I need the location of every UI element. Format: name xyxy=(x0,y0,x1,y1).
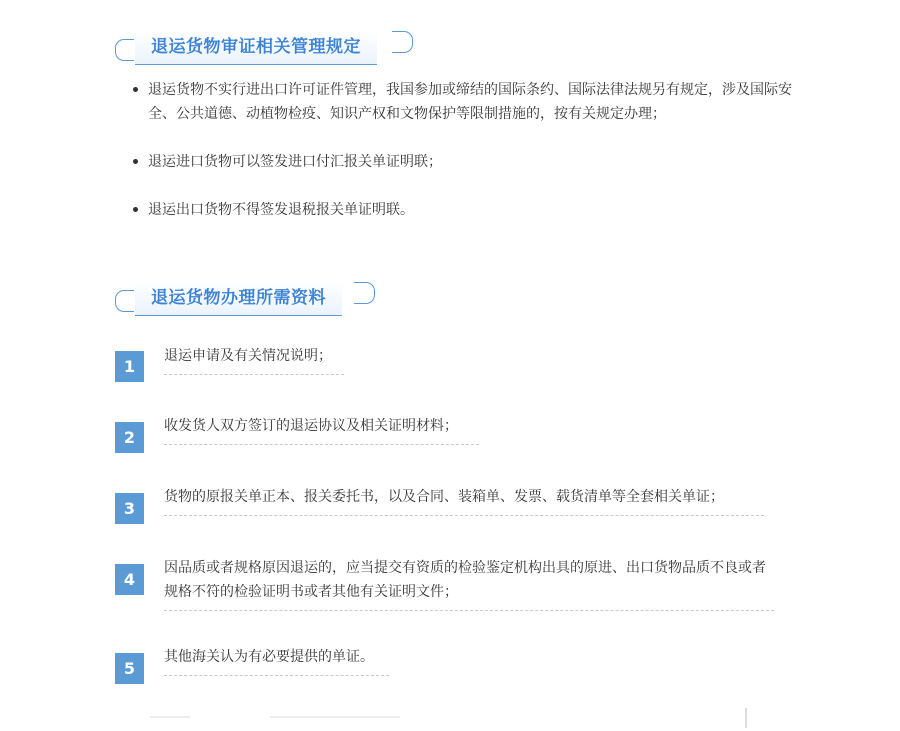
header-frame-left xyxy=(115,290,134,312)
step-number-badge: 4 xyxy=(115,564,144,595)
list-item: 退运出口货物不得签发退税报关单证明联。 xyxy=(130,198,800,222)
list-item: 退运货物不实行进出口许可证件管理，我国参加或缔结的国际条约、国际法律法规另有规定，涉及国际安全、公共道德、动植物检疫、知识产权和文物保护等限制措施的，按有关规定办理； xyxy=(130,78,800,126)
step-text: 因品质或者规格原因退运的，应当提交有资质的检验鉴定机构出具的原进、出口货物品质不良或者规格不符的检验证明书或者其他有关证明文件； xyxy=(164,556,774,611)
regulations-list xyxy=(130,78,800,246)
step-text: 收发货人双方签订的退运协议及相关证明材料； xyxy=(164,414,479,445)
section-title: 退运货物审证相关管理规定 xyxy=(135,31,377,65)
divider xyxy=(150,716,190,718)
header-frame-left xyxy=(115,39,134,61)
step-number-badge: 5 xyxy=(115,653,144,684)
section-header-documents xyxy=(115,282,375,316)
list-item: 退运进口货物可以签发进口付汇报关单证明联； xyxy=(130,150,800,174)
divider xyxy=(745,708,747,728)
section-title: 退运货物办理所需资料 xyxy=(135,282,342,316)
step-text: 退运申请及有关情况说明； xyxy=(164,344,344,375)
step-number-badge: 2 xyxy=(115,422,144,453)
step-number-badge: 3 xyxy=(115,493,144,524)
section-header-regulations xyxy=(115,31,413,65)
divider xyxy=(270,716,400,718)
step-text: 货物的原报关单正本、报关委托书，以及合同、装箱单、发票、载货清单等全套相关单证； xyxy=(164,485,764,516)
step-number-badge: 1 xyxy=(115,351,144,382)
header-frame-right xyxy=(392,31,413,53)
header-frame-right xyxy=(354,282,375,304)
step-text: 其他海关认为有必要提供的单证。 xyxy=(164,645,389,676)
